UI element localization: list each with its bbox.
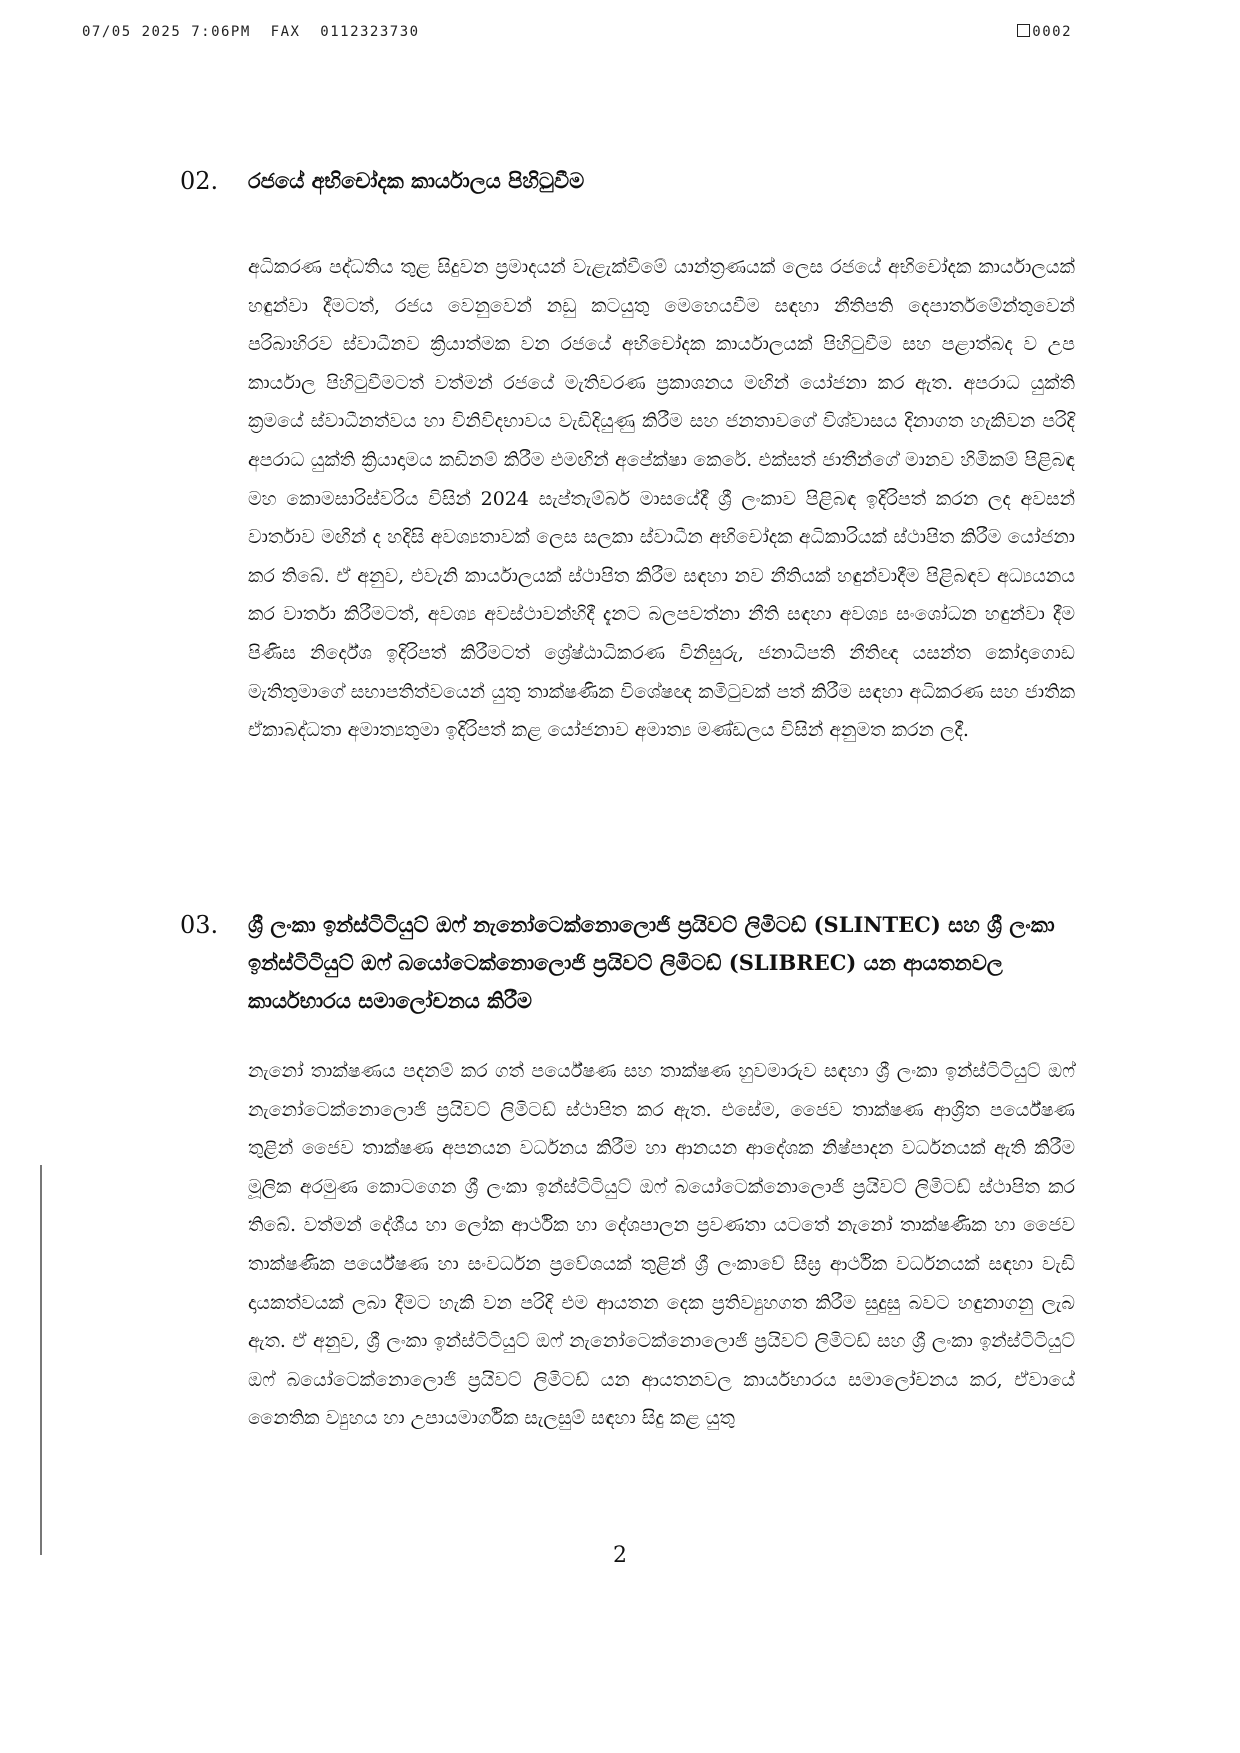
scan-artifact-line [40,1165,42,1555]
fax-header [82,24,1072,46]
section-number: 03. [180,911,219,939]
fax-transmission-info: 07/05 2025 7:06PM FAX 0112323730 [82,24,420,40]
fax-page-code [1017,24,1072,40]
fax-page-code-text: 0002 [1032,24,1072,40]
page-number: 2 [613,1543,627,1568]
section-03 [180,906,1075,1438]
section-02 [180,162,1075,750]
section-paragraph: නැනෝ තාක්ෂණය පදනම් කර ගත් පර්යේෂණ සහ තාක්ෂණ හුවමාරුව සඳහා ශ්‍රී ලංකා ඉන්ස්ටිටියුට් ඔෆ් නැනෝටෙක්නොලොජි ප්‍රයිවට් ලිමිටඩ් ස්ථාපිත කර ඇත. එසේම, ජෛව තාක්ෂණ ආශ්‍රිත පර්යේෂණ තුළින් ජෛව තාක්ෂණ අපනයන වර්ධනය කිරීම හා ආනයන ආදේශක නිෂ්පාදන වර්ධනයක් ඇති කිරීම මූලික අරමුණ කොටගෙන ශ්‍රී ලංකා ඉන්ස්ටිටියුට් ඔෆ් බයෝටෙක්නොලොජි ප්‍රයිවට් ලිමිටඩ් ස්ථාපිත කර තිබේ. වත්මන් දේශීය හා ලෝක ආර්ථික හා දේශපාලන ප්‍රවණතා යටතේ නැනෝ තාක්ෂණික හා ජෛව තාක්ෂණික පර්යේෂණ හා සංවර්ධන ප්‍රවේශයක් තුළින් ශ්‍රී ලංකාවේ සීඝ්‍ර ආර්ථික වර්ධනයක් සඳහා වැඩි දායකත්වයක් ලබා දීමට හැකි වන පරිදි එම ආයතන දෙක ප්‍රතිව්‍යුහගත කිරීම සුදුසු බවට හඳුනාගනු ලැබ ඇත. ඒ අනුව, ශ්‍රී ලංකා ඉන්ස්ටිටියුට් ඔෆ් නැනෝටෙක්නොලොජි ප්‍රයිවට් ලිමිටඩ් සහ ශ්‍රී ලංකා ඉන්ස්ටිටියුට් ඔෆ් බයෝටෙක්නොලොජි ප්‍රයිවට් ලිමිටඩ් යන ආයතනවල කාර්යභාරය සමාලෝචනය කර, ඒවායේ නෛතික ව්‍යුහය හා උපායමාර්ගික සැලසුම් සඳහා සිදු කළ යුතු [248,1060,1075,1430]
section-number: 02. [180,167,219,195]
section-paragraph: අධිකරණ පද්ධතිය තුළ සිදුවන ප්‍රමාදයන් වැළැක්වීමේ යාන්ත්‍රණයක් ලෙස රජයේ අභිචෝදක කාර්යාලයක් හඳුන්වා දීමටත්, රජය වෙනුවෙන් නඩු කටයුතු මෙහෙයවීම සඳහා නීතිපති දෙපාර්තමේන්තුවෙන් පරිබාහිරව ස්වාධීනව ක්‍රියාත්මක වන රජයේ අභිචෝදක කාර්යාලයක් පිහිටුවීම සහ පළාත්බද ව උප කාර්යාල පිහිටුවීමටත් වත්මන් රජයේ මැතිවරණ ප්‍රකාශනය මඟින් යෝජනා කර ඇත. අපරාධ යුක්ති ක්‍රමයේ ස්වාධීනත්වය හා විනිවිදභාවය වැඩිදියුණු කිරීම සහ ජනතාවගේ විශ්වාසය දිනාගත හැකිවන පරිදි අපරාධ යුක්ති ක්‍රියාදාමය කඩිනම් කිරීම එමඟින් අපේක්ෂා කෙරේ. එක්සත් ජාතීන්ගේ මානව හිමිකම් පිළිබඳ මහ කොමසාරිස්වරිය විසින් 2024 සැප්තැම්බර් මාසයේදී ශ්‍රී ලංකාව පිළිබඳ ඉදිරිපත් කරන ලද අවසන් වාර්තාව මඟින් ද හදිසි අවශ්‍යතාවක් ලෙස සලකා ස්වාධීන අභිචෝදක අධිකාරියක් ස්ථාපිත කිරීම යෝජනා කර තිබේ. ඒ අනුව, එවැනි කාර්යාලයක් ස්ථාපිත කිරීම සඳහා නව නීතියක් හඳුන්වාදීම පිළිබඳව අධ්‍යයනය කර වාර්තා කිරීමටත්, අවශ්‍ය අවස්ථාවන්හිදී දැනට බලපවත්නා නීති සඳහා අවශ්‍ය සංශෝධන හඳුන්වා දීම පිණිස නිර්දේශ ඉදිරිපත් කිරීමටත් ශ්‍රේෂ්ඨාධිකරණ විනිසුරු, ජනාධිපති නීතිඥ යසන්ත කෝදාගොඩ මැතිතුමාගේ සභාපතිත්වයෙන් යුතු තාක්ෂණික විශේෂඥ කමිටුවක් පත් කිරීම සඳහා අධිකරණ සහ ජාතික ඒකාබද්ධතා අමාත්‍යතුමා ඉදිරිපත් කළ යෝජනාව අමාත්‍ය මණ්ඩලය විසින් අනුමත කරන ලදී. [248,256,1075,742]
section-heading: ශ්‍රී ලංකා ඉන්ස්ටිටියුට් ඔෆ් නැනෝටෙක්නොලොජි ප්‍රයිවට් ලිමිටඩ් (SLINTEC) සහ ශ්‍රී ලංකා ඉන්ස්ටිටියුට් ඔෆ් බයෝටෙක්නොලොජි ප්‍රයිවට් ලිමිටඩ් (SLIBREC) යන ආයතනවල කාර්යභාරය සමාලෝචනය කිරීම [248,912,1055,1013]
section-heading: රජයේ අභිචෝදක කාර්යාලය පිහිටුවීම [248,168,585,193]
checkbox-icon [1017,24,1030,37]
